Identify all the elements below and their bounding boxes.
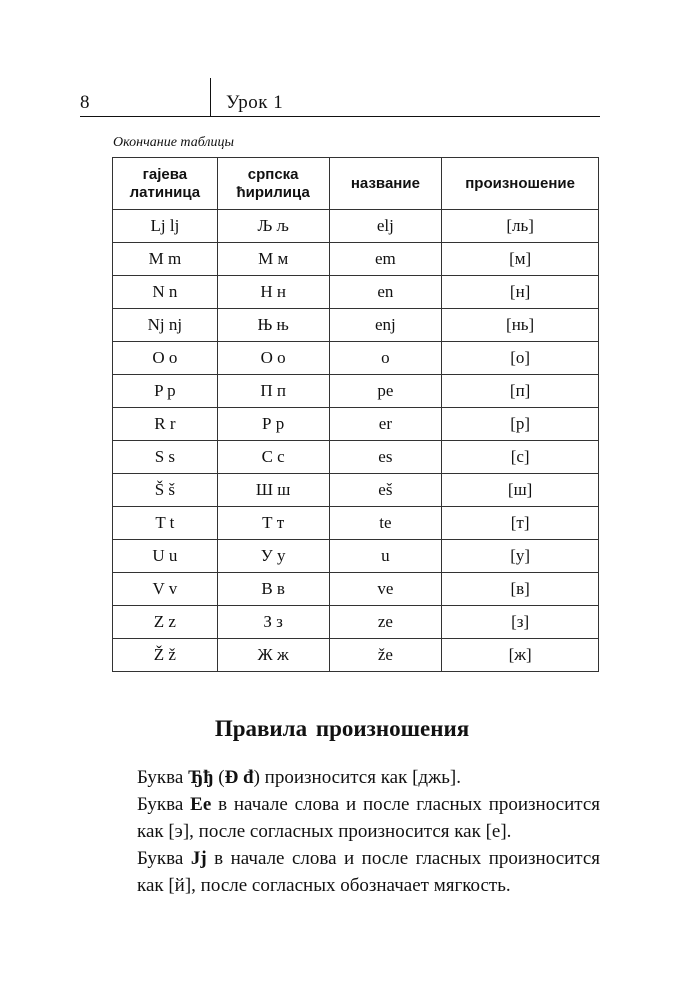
cell-name: o xyxy=(329,342,442,375)
header-pronunciation-line: произношение xyxy=(465,174,575,192)
table-header-row xyxy=(113,158,599,210)
table-row xyxy=(113,243,599,276)
cell-cyrillic: М м xyxy=(217,243,329,276)
cell-cyrillic: С с xyxy=(217,441,329,474)
cell-latin: Š š xyxy=(113,474,218,507)
cell-cyrillic: О о xyxy=(217,342,329,375)
header-name-line: название xyxy=(350,174,420,192)
table-row xyxy=(113,474,599,507)
cell-latin: Nj nj xyxy=(113,309,218,342)
header-pronunciation xyxy=(442,158,599,210)
header-cyrillic-line: српска xyxy=(247,165,299,183)
cell-latin: Ž ž xyxy=(113,639,218,672)
cell-latin: P p xyxy=(113,375,218,408)
table-row xyxy=(113,573,599,606)
cell-name: er xyxy=(329,408,442,441)
cell-pronunciation: [в] xyxy=(442,573,599,606)
pronunciation-rules xyxy=(137,764,600,899)
cell-name: pe xyxy=(329,375,442,408)
cell-latin: O o xyxy=(113,342,218,375)
cell-name: em xyxy=(329,243,442,276)
section-title: Правила произношения xyxy=(214,716,470,741)
cell-name: ze xyxy=(329,606,442,639)
cell-name: enj xyxy=(329,309,442,342)
cell-cyrillic: З з xyxy=(217,606,329,639)
letter-bold: Đ đ xyxy=(224,767,254,788)
cell-pronunciation: [м] xyxy=(442,243,599,276)
table-row xyxy=(113,276,599,309)
table-row xyxy=(113,441,599,474)
cell-name: te xyxy=(329,507,442,540)
table-row xyxy=(113,375,599,408)
table-row xyxy=(113,606,599,639)
cell-name: es xyxy=(329,441,442,474)
cell-pronunciation: [з] xyxy=(442,606,599,639)
letter-bold: Jj xyxy=(190,848,207,869)
table-row xyxy=(113,639,599,672)
cell-pronunciation: [ль] xyxy=(442,210,599,243)
running-title: Урок 1 xyxy=(226,92,284,113)
cell-pronunciation: [с] xyxy=(442,441,599,474)
header-cyrillic-line: ћирилица xyxy=(236,183,310,201)
letter-bold: Ee xyxy=(190,794,212,815)
cell-pronunciation: [п] xyxy=(442,375,599,408)
header-name xyxy=(329,158,442,210)
cell-cyrillic: Р р xyxy=(217,408,329,441)
cell-cyrillic: П п xyxy=(217,375,329,408)
table-row xyxy=(113,309,599,342)
cell-cyrillic: Љ љ xyxy=(217,210,329,243)
running-header xyxy=(80,78,600,116)
cell-cyrillic: Ж ж xyxy=(217,639,329,672)
rule-paragraph: Буква Jj в начале слова и после гласных произносится как [й], после согласных обозначает мягкость. xyxy=(137,848,600,896)
table-body xyxy=(113,210,599,672)
table-caption: Окончание таблицы xyxy=(113,135,234,150)
cell-latin: T t xyxy=(113,507,218,540)
table-row xyxy=(113,507,599,540)
cell-name: eš xyxy=(329,474,442,507)
table-row xyxy=(113,342,599,375)
cell-pronunciation: [нь] xyxy=(442,309,599,342)
cell-pronunciation: [н] xyxy=(442,276,599,309)
header-divider xyxy=(210,78,211,116)
table-row xyxy=(113,540,599,573)
cell-cyrillic: В в xyxy=(217,573,329,606)
cell-pronunciation: [ж] xyxy=(442,639,599,672)
cell-pronunciation: [о] xyxy=(442,342,599,375)
rule-paragraph: Буква Ђђ (Đ đ) произносится как [джь]. xyxy=(137,767,461,788)
cell-latin: Z z xyxy=(113,606,218,639)
cell-pronunciation: [р] xyxy=(442,408,599,441)
cell-cyrillic: Т т xyxy=(217,507,329,540)
cell-name: že xyxy=(329,639,442,672)
page-number: 8 xyxy=(80,92,90,113)
cell-pronunciation: [у] xyxy=(442,540,599,573)
rule-paragraph: Буква Ee в начале слова и после гласных произносится как [э], после согласных произносится как [е]. xyxy=(137,794,600,842)
cell-name: ve xyxy=(329,573,442,606)
cell-cyrillic: Њ њ xyxy=(217,309,329,342)
header-rule xyxy=(80,116,600,117)
letter-bold: Ђђ xyxy=(188,767,214,788)
cell-pronunciation: [т] xyxy=(442,507,599,540)
cell-cyrillic: Ш ш xyxy=(217,474,329,507)
header-latin xyxy=(113,158,218,210)
header-cyrillic xyxy=(217,158,329,210)
cell-latin: S s xyxy=(113,441,218,474)
table-row xyxy=(113,210,599,243)
alphabet-table xyxy=(112,157,599,672)
cell-latin: Lj lj xyxy=(113,210,218,243)
cell-name: elj xyxy=(329,210,442,243)
cell-latin: U u xyxy=(113,540,218,573)
cell-name: en xyxy=(329,276,442,309)
cell-cyrillic: Н н xyxy=(217,276,329,309)
cell-cyrillic: У у xyxy=(217,540,329,573)
cell-name: u xyxy=(329,540,442,573)
header-latin-line: гајева xyxy=(142,165,188,183)
cell-latin: R r xyxy=(113,408,218,441)
header-latin-line: латиница xyxy=(129,183,201,201)
cell-pronunciation: [ш] xyxy=(442,474,599,507)
cell-latin: M m xyxy=(113,243,218,276)
cell-latin: N n xyxy=(113,276,218,309)
table-row xyxy=(113,408,599,441)
cell-latin: V v xyxy=(113,573,218,606)
